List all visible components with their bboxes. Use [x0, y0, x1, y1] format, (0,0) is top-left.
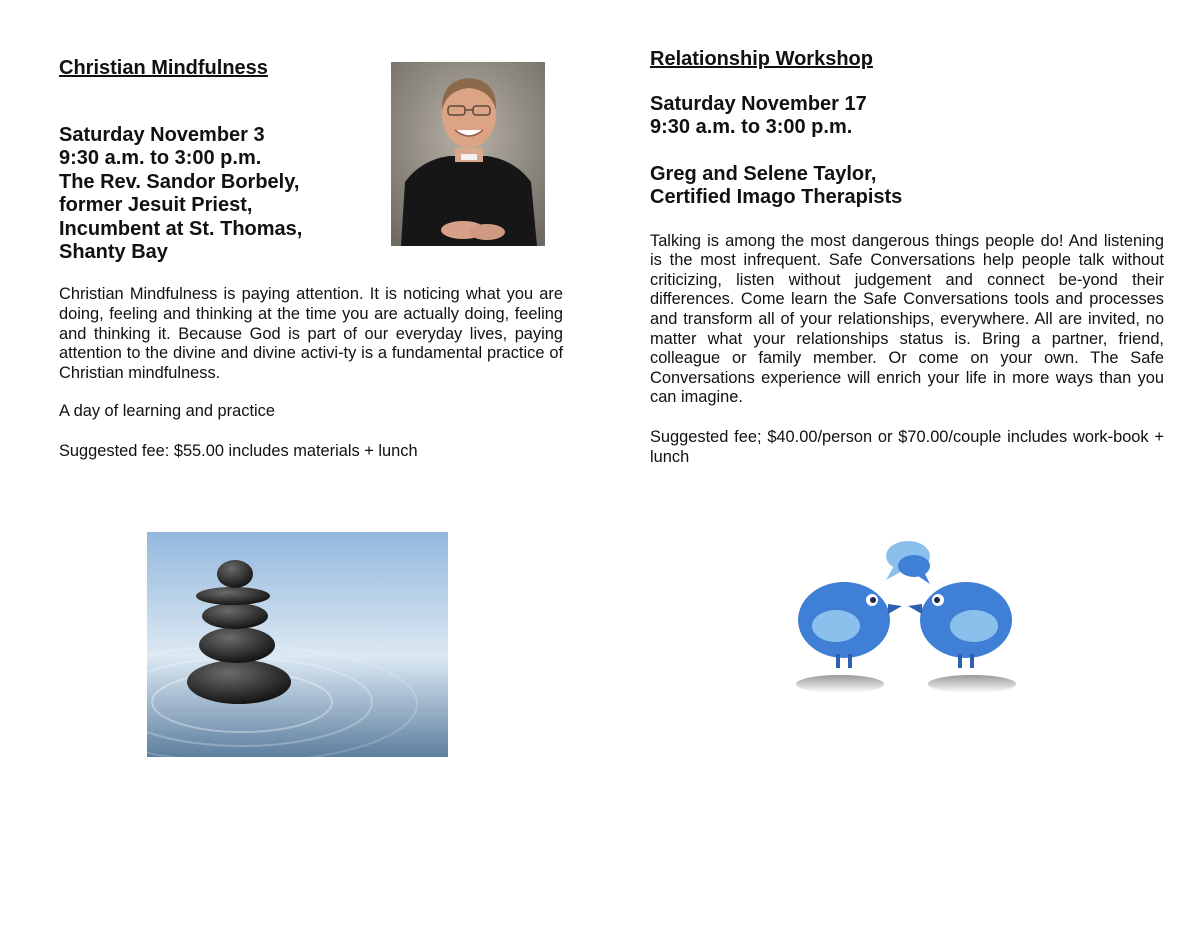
presenter-line: Shanty Bay — [59, 241, 168, 264]
event-time: 9:30 a.m. to 3:00 p.m. — [650, 116, 853, 139]
presenter-line: The Rev. Sandor Borbely, — [59, 170, 300, 193]
event-fee: Suggested fee; $40.00/person or $70.00/couple includes work-book + lunch — [650, 427, 1164, 466]
relationship-workshop-section — [650, 47, 1164, 467]
event-details — [650, 93, 1164, 140]
event-description: Christian Mindfulness is paying attention. It is noticing what you are doing, feeling and thinking at the time you are actually doing, feeling and thinking it. Because God is part of our everyday lives, paying attention to the divine and divine activi-ty is a fundamental practice of Christian mindfulness. — [59, 285, 563, 382]
presenter-line: Greg and Selene Taylor, — [650, 162, 877, 185]
event-date: Saturday November 3 — [59, 124, 265, 146]
event-time: 9:30 a.m. to 3:00 p.m. — [59, 147, 262, 170]
presenter-line: former Jesuit Priest, — [59, 194, 253, 217]
event-tagline: A day of learning and practice — [59, 402, 275, 421]
talking-birds-illustration — [776, 536, 1018, 696]
event-description: Talking is among the most dangerous things people do! And listening is the most infrequent. Safe Conversations help people talk without criticizing, listen without judgement and connect be-yond their differences. Come learn the Safe Conversations tools and processes and transform all of your relationships, everywhere. All are invited, no matter what your relationships status is. Bring a partner, friend, colleague or family member. Or come on your own. The Safe Conversations experience will enrich your life in more ways than you can imagine. — [650, 231, 1164, 407]
event-fee: Suggested fee: $55.00 includes materials + lunch — [59, 442, 418, 460]
event-date: Saturday November 17 — [650, 93, 867, 115]
section-title: Relationship Workshop — [650, 48, 873, 70]
presenters — [650, 163, 1164, 210]
presenter-line: Certified Imago Therapists — [650, 186, 903, 209]
presenter-line: Incumbent at St. Thomas, — [59, 217, 303, 240]
presenter-photo — [391, 62, 545, 246]
section-title: Christian Mindfulness — [59, 57, 268, 79]
stacked-stones-photo — [147, 532, 448, 757]
